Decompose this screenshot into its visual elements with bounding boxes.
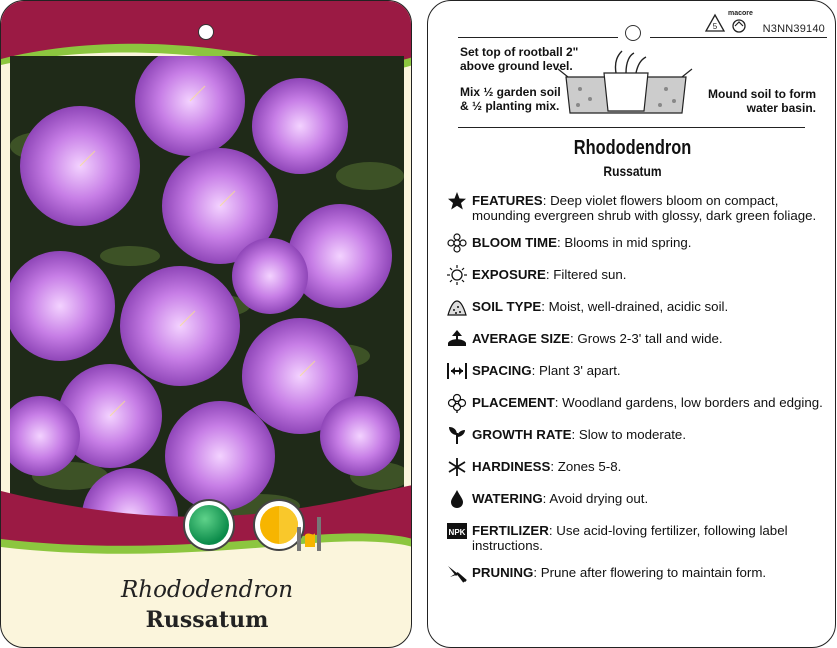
planting-diagram-icon	[556, 47, 696, 123]
placement-icon	[446, 393, 468, 413]
top-divider-right	[650, 37, 827, 38]
hang-hole	[198, 24, 214, 40]
svg-text:5: 5	[712, 22, 718, 31]
partial-shade-icon	[293, 513, 329, 553]
macore-label: macore	[728, 10, 753, 17]
water-drop-icon	[446, 489, 468, 509]
attribute-features: FEATURES: Deep violet flowers bloom on compact, mounding evergreen shrub with glossy, dark green foliage.	[446, 193, 830, 223]
attribute-pruning: PRUNING: Prune after flowering to maintain form.	[446, 565, 830, 583]
pruners-icon	[446, 563, 468, 583]
svg-text:NPK: NPK	[448, 528, 466, 537]
macore-logo-icon	[730, 19, 748, 33]
attribute-soil-type: SOIL TYPE: Moist, well-drained, acidic soil.	[446, 299, 830, 317]
mix-note: Mix ½ garden soil & ½ planting mix.	[460, 85, 561, 113]
hang-hole	[625, 25, 641, 41]
attribute-bloom-time: BLOOM TIME: Blooms in mid spring.	[446, 235, 830, 253]
flower-icon	[446, 233, 468, 253]
size-icon	[446, 329, 468, 349]
attribute-fertilizer: NPK FERTILIZER: Use acid-loving fertilizer, following label instructions.	[446, 523, 830, 553]
product-code: N3NN39140	[762, 23, 825, 35]
plant-tag-front	[0, 0, 412, 648]
growth-icon	[446, 425, 468, 445]
attribute-watering: WATERING: Avoid drying out.	[446, 491, 830, 509]
back-title: Rhododendron	[573, 137, 692, 159]
attribute-spacing: SPACING: Plant 3' apart.	[446, 363, 830, 381]
back-subtitle: Russatum	[603, 163, 662, 179]
plant-tag-back	[427, 0, 836, 648]
snowflake-icon	[446, 457, 468, 477]
recycle-icon	[704, 13, 726, 33]
rootball-note: Set top of rootball 2" above ground level.	[460, 45, 579, 73]
plant-photo	[10, 56, 404, 551]
planting-divider	[458, 127, 805, 128]
attribute-hardiness: HARDINESS: Zones 5-8.	[446, 459, 830, 477]
npk-icon	[446, 521, 468, 541]
attribute-placement: PLACEMENT: Woodland gardens, low borders and edging.	[446, 395, 830, 413]
soil-icon	[446, 297, 468, 317]
attribute-exposure: EXPOSURE: Filtered sun.	[446, 267, 830, 285]
shade-icon	[183, 499, 235, 551]
attribute-growth-rate: GROWTH RATE: Slow to moderate.	[446, 427, 830, 445]
front-genus: Rhododendron	[120, 577, 294, 603]
spacing-icon	[446, 361, 468, 381]
sun-icon	[446, 265, 468, 285]
front-species: Russatum	[145, 607, 269, 633]
attribute-list	[446, 193, 830, 583]
star-icon	[446, 191, 468, 211]
mound-note: Mound soil to form water basin.	[708, 87, 816, 115]
top-divider-left	[458, 37, 618, 38]
attribute-average-size: AVERAGE SIZE: Grows 2-3' tall and wide.	[446, 331, 830, 349]
